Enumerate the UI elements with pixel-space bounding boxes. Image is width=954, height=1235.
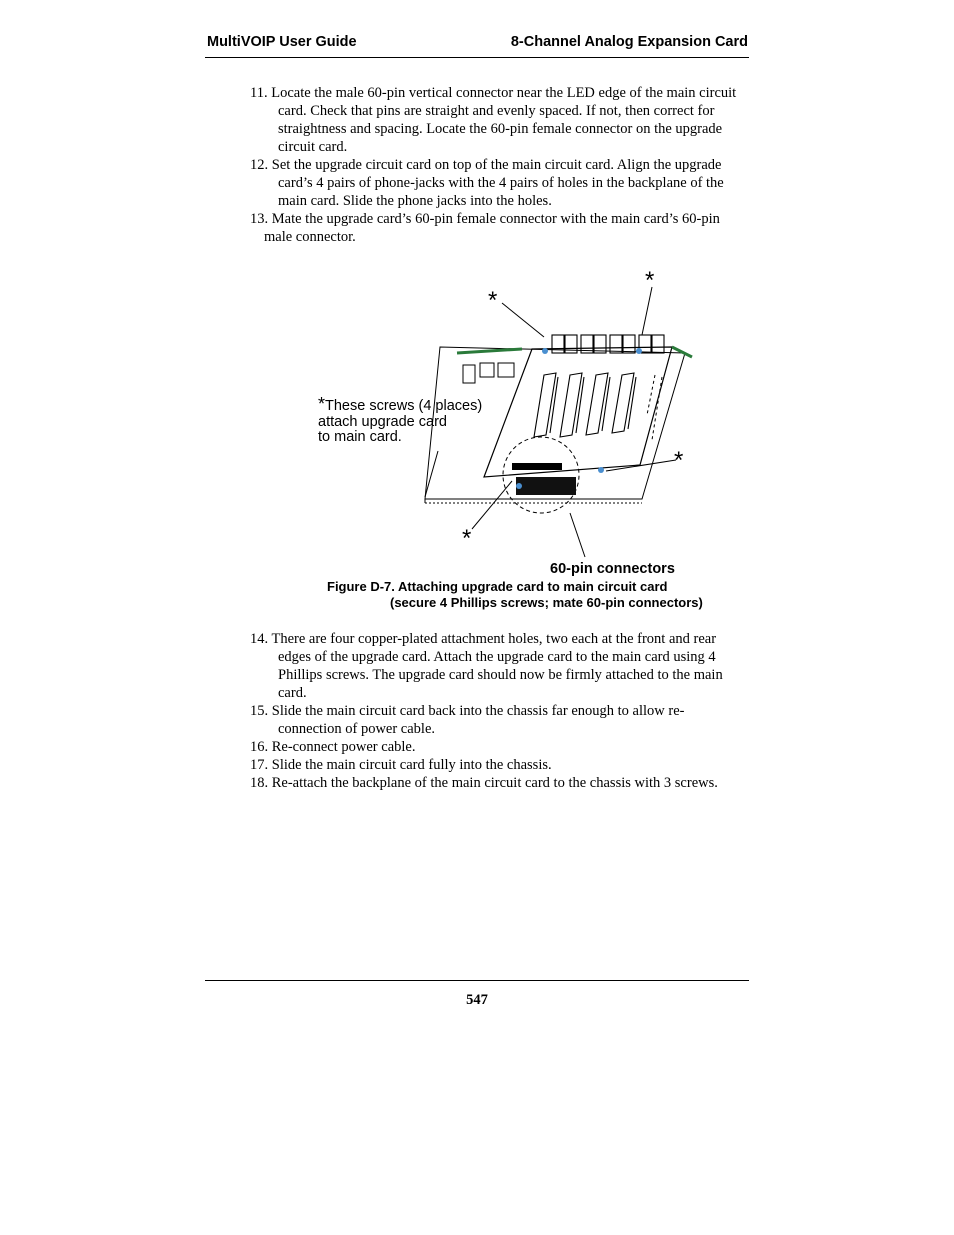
screw-marker-rear-right: * xyxy=(645,267,655,294)
callout-line-2: attach upgrade card xyxy=(318,413,447,430)
screw-callout xyxy=(318,394,483,446)
screw-marker-front-left: * xyxy=(462,525,472,552)
connector-label: 60-pin connectors xyxy=(550,561,675,577)
header-rule xyxy=(205,57,749,58)
step-18: 18. Re-attach the backplane of the main circuit card to the chassis with 3 screws. xyxy=(250,775,718,791)
callout-line-3: to main card. xyxy=(318,429,402,445)
callout-asterisk: * xyxy=(318,394,326,414)
caption-line-1: Figure D-7. Attaching upgrade card to main circuit card xyxy=(327,579,668,594)
step-12: 12. Set the upgrade circuit card on top of the main circuit card. Align the upgrade card’s 4 pairs of phone-jacks with the 4 pairs of holes in the backplane of the main card. Slide the phone jacks into the holes. xyxy=(250,157,724,209)
page-number: 547 xyxy=(466,992,488,1008)
header-section-title: 8-Channel Analog Expansion Card xyxy=(510,34,748,50)
step-14: 14. There are four copper-plated attachment holes, two each at the front and rear edges of the upgrade card. Attach the upgrade card to the main card using 4 Phillips screws. The upgrade card should now be firmly attached to the main card. xyxy=(250,631,723,701)
callout-line-1: These screws (4 places) xyxy=(325,398,483,414)
step-17: 17. Slide the main circuit card fully into the chassis. xyxy=(250,757,552,773)
step-11: 11. Locate the male 60-pin vertical connector near the LED edge of the main circuit card. Check that pins are straight and evenly spaced. If not, then correct for straightness and spacing. Locate the 60-pin female connector on the upgrade circuit card. xyxy=(250,85,737,155)
step-13: 13. Mate the upgrade card’s 60-pin female connector with the main card’s 60-pin male connector. xyxy=(250,211,720,245)
steps-list-after-figure xyxy=(250,630,742,792)
screw-marker-front-right: * xyxy=(674,447,684,474)
steps-list-before-figure xyxy=(250,84,742,246)
figure-d7 xyxy=(300,265,720,585)
screw-marker-rear-left: * xyxy=(488,287,498,314)
footer-rule xyxy=(205,980,749,981)
step-15: 15. Slide the main circuit card back into the chassis far enough to allow re-connection of power cable. xyxy=(250,703,685,737)
header-guide-title: MultiVOIP User Guide xyxy=(207,34,357,50)
step-16: 16. Re-connect power cable. xyxy=(250,739,416,755)
caption-line-2: (secure 4 Phillips screws; mate 60-pin connectors) xyxy=(390,595,703,610)
figure-caption xyxy=(327,579,703,611)
